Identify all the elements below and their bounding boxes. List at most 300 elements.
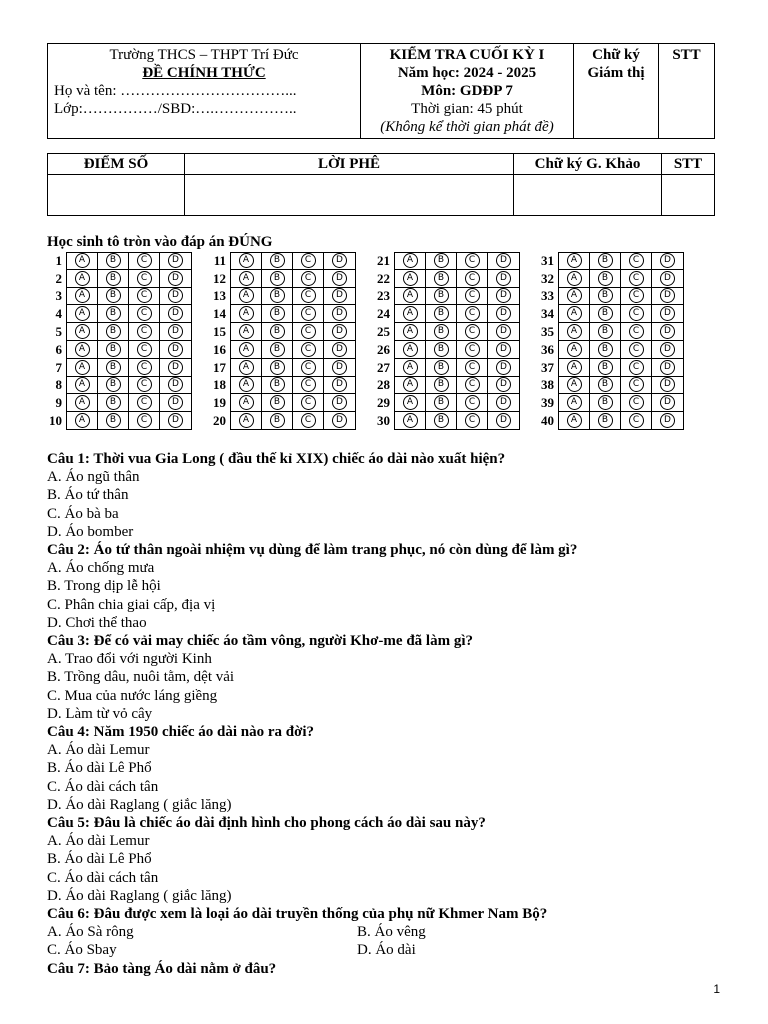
answer-cell-b (98, 253, 129, 270)
answer-cell-a (231, 394, 262, 411)
answer-bubble-b[interactable]: B (434, 288, 449, 303)
answer-cells (558, 341, 684, 359)
answer-bubble-a[interactable]: A (239, 253, 254, 268)
answer-row-19 (204, 394, 356, 412)
answer-bubble-a[interactable]: A (403, 342, 418, 357)
answer-bubble-b[interactable]: B (270, 395, 285, 410)
answer-cell-d (324, 412, 355, 429)
question-2: Câu 2: Áo tứ thân ngoài nhiệm vụ dùng để làm trang phục, nó còn dùng để làm gì? (47, 542, 578, 559)
answer-cell-a (559, 270, 590, 287)
question-number: 2 (55, 270, 62, 286)
answer-bubble-c[interactable]: C (465, 324, 480, 339)
answer-cell-a (67, 288, 98, 305)
answer-cell-d (488, 305, 519, 322)
answer-row-4 (40, 305, 192, 323)
question-number: 34 (541, 306, 554, 322)
answer-bubble-b[interactable]: B (598, 342, 613, 357)
answer-bubble-b[interactable]: B (434, 395, 449, 410)
answer-bubble-b[interactable]: B (270, 288, 285, 303)
answer-cell-d (160, 394, 191, 411)
answer-cell-c (457, 394, 488, 411)
answer-bubble-c[interactable]: C (629, 306, 644, 321)
answer-row-20 (204, 412, 356, 430)
answer-bubble-b[interactable]: B (598, 324, 613, 339)
answer-row-31 (532, 252, 684, 270)
question-number: 36 (541, 341, 554, 357)
answer-bubble-a[interactable]: A (239, 306, 254, 321)
answer-cell-a (559, 412, 590, 429)
answer-bubble-a[interactable]: A (75, 324, 90, 339)
answer-cell-a (395, 377, 426, 394)
answer-cells (394, 323, 520, 341)
answer-bubble-c[interactable]: C (137, 377, 152, 392)
answer-bubble-a[interactable]: A (239, 377, 254, 392)
option-c: C. Phân chia giai cấp, địa vị (47, 596, 216, 613)
answer-cell-a (395, 359, 426, 376)
answer-bubble-b[interactable]: B (434, 360, 449, 375)
answer-bubble-b[interactable]: B (434, 342, 449, 357)
answer-bubble-b[interactable]: B (106, 253, 121, 268)
answer-cell-b (426, 341, 457, 358)
answer-cell-b (426, 323, 457, 340)
question-number: 1 (55, 252, 62, 268)
answer-bubble-d[interactable]: D (496, 306, 511, 321)
question-number: 20 (213, 413, 226, 429)
answer-bubble-c[interactable]: C (137, 306, 152, 321)
answer-bubble-d[interactable]: D (168, 342, 183, 357)
answer-bubble-b[interactable]: B (106, 360, 121, 375)
question-number: 6 (55, 341, 62, 357)
option-c: C. Áo Sbay (47, 942, 117, 959)
answer-cell-c (129, 359, 160, 376)
answer-bubble-a[interactable]: A (567, 413, 582, 428)
answer-bubble-a[interactable]: A (567, 288, 582, 303)
answer-bubble-b[interactable]: B (434, 377, 449, 392)
answer-bubble-d[interactable]: D (496, 288, 511, 303)
answer-bubble-c[interactable]: C (465, 360, 480, 375)
answer-bubble-c[interactable]: C (137, 413, 152, 428)
answer-bubble-d[interactable]: D (332, 288, 347, 303)
answer-cell-c (293, 341, 324, 358)
answer-row-40 (532, 412, 684, 430)
answer-bubble-d[interactable]: D (660, 253, 675, 268)
answer-bubble-c[interactable]: C (465, 288, 480, 303)
question-number: 16 (213, 341, 226, 357)
score-stt-box[interactable] (662, 175, 715, 216)
answer-bubble-b[interactable]: B (270, 306, 285, 321)
answer-cells (66, 288, 192, 306)
answer-cell-d (488, 341, 519, 358)
official-label: ĐỀ CHÍNH THỨC (142, 65, 266, 81)
page-number: 1 (713, 982, 720, 996)
answer-bubble-d[interactable]: D (496, 377, 511, 392)
answer-bubble-a[interactable]: A (239, 288, 254, 303)
answer-bubble-b[interactable]: B (270, 271, 285, 286)
answer-bubble-d[interactable]: D (168, 271, 183, 286)
answer-bubble-a[interactable]: A (567, 342, 582, 357)
answer-row-21 (368, 252, 520, 270)
answer-bubble-b[interactable]: B (270, 360, 285, 375)
answer-cell-d (652, 288, 683, 305)
answer-cell-b (262, 394, 293, 411)
answer-bubble-b[interactable]: B (598, 360, 613, 375)
answer-cell-a (67, 253, 98, 270)
answer-bubble-c[interactable]: C (301, 360, 316, 375)
answer-bubble-d[interactable]: D (332, 324, 347, 339)
answer-cell-b (98, 377, 129, 394)
answer-bubble-a[interactable]: A (239, 413, 254, 428)
answer-cells (558, 270, 684, 288)
answer-bubble-c[interactable]: C (301, 377, 316, 392)
answer-bubble-c[interactable]: C (629, 288, 644, 303)
answer-bubble-a[interactable]: A (567, 395, 582, 410)
answer-bubble-c[interactable]: C (629, 377, 644, 392)
answer-bubble-a[interactable]: A (239, 271, 254, 286)
answer-cells (558, 412, 684, 430)
answer-bubble-d[interactable]: D (660, 413, 675, 428)
answer-bubble-c[interactable]: C (137, 253, 152, 268)
answer-cells (394, 305, 520, 323)
answer-cell-b (262, 377, 293, 394)
answer-bubble-b[interactable]: B (598, 253, 613, 268)
answer-bubble-b[interactable]: B (270, 413, 285, 428)
answer-bubble-d[interactable]: D (332, 342, 347, 357)
answer-cell-c (293, 288, 324, 305)
answer-cell-d (488, 323, 519, 340)
answer-bubble-a[interactable]: A (239, 342, 254, 357)
answer-grid-1 (40, 252, 192, 430)
question-7: Câu 7: Bảo tàng Áo dài nằm ở đâu? (47, 960, 277, 977)
answer-cell-d (652, 253, 683, 270)
answer-cell-a (559, 253, 590, 270)
answer-cell-d (652, 394, 683, 411)
option-d: D. Làm từ vỏ cây (47, 705, 153, 722)
answer-cell-b (98, 270, 129, 287)
answer-bubble-a[interactable]: A (75, 271, 90, 286)
answer-bubble-c[interactable]: C (465, 253, 480, 268)
answer-bubble-d[interactable]: D (496, 360, 511, 375)
answer-cells (394, 377, 520, 395)
answer-bubble-b[interactable]: B (598, 288, 613, 303)
answer-bubble-b[interactable]: B (434, 253, 449, 268)
answer-bubble-d[interactable]: D (332, 360, 347, 375)
answer-bubble-a[interactable]: A (403, 413, 418, 428)
answer-cell-a (231, 270, 262, 287)
answer-cell-c (293, 394, 324, 411)
answer-bubble-b[interactable]: B (270, 342, 285, 357)
option-a: A. Áo chống mưa (47, 560, 155, 577)
option-a: A. Trao đổi với người Kinh (47, 651, 212, 668)
answer-bubble-c[interactable]: C (301, 324, 316, 339)
answer-cell-a (395, 305, 426, 322)
answer-bubble-b[interactable]: B (106, 342, 121, 357)
answer-bubble-c[interactable]: C (465, 342, 480, 357)
answer-cell-c (621, 394, 652, 411)
answer-bubble-d[interactable]: D (168, 253, 183, 268)
question-number: 22 (377, 270, 390, 286)
answer-cells (66, 270, 192, 288)
answer-bubble-c[interactable]: C (629, 395, 644, 410)
answer-bubble-b[interactable]: B (434, 324, 449, 339)
answer-cells (230, 394, 356, 412)
answer-bubble-d[interactable]: D (168, 377, 183, 392)
answer-row-25 (368, 323, 520, 341)
answer-bubble-c[interactable]: C (301, 342, 316, 357)
answer-cell-b (590, 412, 621, 429)
answer-bubble-a[interactable]: A (239, 360, 254, 375)
examiner-signature-box[interactable] (514, 175, 662, 216)
option-c: C. Áo dài cách tân (47, 869, 159, 886)
answer-cells (66, 359, 192, 377)
answer-bubble-a[interactable]: A (75, 413, 90, 428)
answer-cell-d (324, 359, 355, 376)
answer-bubble-c[interactable]: C (629, 360, 644, 375)
answer-bubble-c[interactable]: C (301, 271, 316, 286)
answer-cells (230, 323, 356, 341)
answer-bubble-d[interactable]: D (660, 342, 675, 357)
answer-row-33 (532, 288, 684, 306)
answer-bubble-d[interactable]: D (496, 271, 511, 286)
answer-bubble-d[interactable]: D (168, 288, 183, 303)
answer-bubble-a[interactable]: A (239, 395, 254, 410)
answer-bubble-a[interactable]: A (403, 306, 418, 321)
answer-cell-d (160, 270, 191, 287)
answer-bubble-d[interactable]: D (496, 413, 511, 428)
answer-bubble-b[interactable]: B (106, 413, 121, 428)
answer-bubble-b[interactable]: B (270, 253, 285, 268)
answer-cell-b (262, 253, 293, 270)
answer-bubble-b[interactable]: B (106, 288, 121, 303)
answer-bubble-d[interactable]: D (660, 324, 675, 339)
answer-bubble-d[interactable]: D (332, 395, 347, 410)
answer-bubble-a[interactable]: A (403, 360, 418, 375)
answer-row-23 (368, 288, 520, 306)
answer-bubble-b[interactable]: B (106, 377, 121, 392)
answer-bubble-c[interactable]: C (629, 342, 644, 357)
question-number: 8 (55, 377, 62, 393)
answer-bubble-b[interactable]: B (270, 324, 285, 339)
answer-bubble-d[interactable]: D (496, 253, 511, 268)
class-line: Lớp:……………/SBD:….…………….. (54, 101, 297, 117)
answer-bubble-d[interactable]: D (332, 306, 347, 321)
answer-bubble-c[interactable]: C (465, 413, 480, 428)
answer-bubble-a[interactable]: A (75, 395, 90, 410)
answer-cell-c (457, 305, 488, 322)
answer-bubble-c[interactable]: C (301, 288, 316, 303)
answer-bubble-a[interactable]: A (403, 271, 418, 286)
question-number: 24 (377, 306, 390, 322)
score-header: ĐIỂM SỐ (48, 154, 185, 175)
answer-bubble-c[interactable]: C (629, 271, 644, 286)
answer-bubble-d[interactable]: D (332, 253, 347, 268)
option-c: C. Mua của nước láng giềng (47, 687, 218, 704)
answer-bubble-a[interactable]: A (403, 253, 418, 268)
answer-bubble-d[interactable]: D (168, 306, 183, 321)
answer-bubble-c[interactable]: C (629, 413, 644, 428)
answer-cell-d (652, 377, 683, 394)
answer-bubble-b[interactable]: B (598, 271, 613, 286)
answer-cell-d (324, 288, 355, 305)
answer-cells (66, 323, 192, 341)
answer-bubble-c[interactable]: C (465, 395, 480, 410)
answer-row-14 (204, 305, 356, 323)
answer-bubble-a[interactable]: A (75, 377, 90, 392)
answer-bubble-b[interactable]: B (270, 377, 285, 392)
answer-row-30 (368, 412, 520, 430)
answer-bubble-b[interactable]: B (598, 377, 613, 392)
answer-row-36 (532, 341, 684, 359)
answer-bubble-d[interactable]: D (660, 271, 675, 286)
answer-bubble-a[interactable]: A (567, 253, 582, 268)
answer-bubble-d[interactable]: D (168, 413, 183, 428)
answer-bubble-b[interactable]: B (106, 306, 121, 321)
school-name: Trường THCS – THPT Trí Đức (109, 47, 299, 63)
question-number: 32 (541, 270, 554, 286)
answer-bubble-a[interactable]: A (567, 324, 582, 339)
answer-bubble-d[interactable]: D (332, 271, 347, 286)
answer-bubble-a[interactable]: A (75, 342, 90, 357)
answer-bubble-a[interactable]: A (403, 395, 418, 410)
answer-bubble-a[interactable]: A (403, 377, 418, 392)
answer-bubble-d[interactable]: D (168, 324, 183, 339)
answer-bubble-d[interactable]: D (496, 324, 511, 339)
subject: Môn: GDĐP 7 (421, 83, 513, 99)
option-b: B. Áo tứ thân (47, 487, 129, 504)
answer-bubble-d[interactable]: D (660, 288, 675, 303)
option-d: D. Chơi thể thao (47, 614, 147, 631)
answer-bubble-d[interactable]: D (660, 377, 675, 392)
answer-bubble-a[interactable]: A (403, 324, 418, 339)
answer-bubble-b[interactable]: B (434, 413, 449, 428)
answer-cell-d (488, 412, 519, 429)
answer-cell-c (457, 253, 488, 270)
answer-bubble-b[interactable]: B (106, 271, 121, 286)
answer-bubble-a[interactable]: A (567, 271, 582, 286)
answer-bubble-d[interactable]: D (660, 395, 675, 410)
answer-row-32 (532, 270, 684, 288)
answer-bubble-b[interactable]: B (434, 306, 449, 321)
answer-bubble-a[interactable]: A (239, 324, 254, 339)
answer-cell-c (129, 394, 160, 411)
answer-bubble-d[interactable]: D (332, 377, 347, 392)
answer-cell-b (262, 305, 293, 322)
answer-bubble-b[interactable]: B (598, 306, 613, 321)
answer-cell-d (324, 323, 355, 340)
answer-cell-a (231, 341, 262, 358)
supervisor-signature-cell (574, 44, 659, 139)
question-number: 25 (377, 324, 390, 340)
answer-bubble-a[interactable]: A (567, 377, 582, 392)
answer-instruction: Học sinh tô tròn vào đáp án ĐÚNG (47, 234, 273, 250)
answer-cell-b (98, 412, 129, 429)
answer-bubble-c[interactable]: C (465, 306, 480, 321)
supervisor-signature-label: Chữ ký Giám thị (587, 47, 645, 81)
answer-cell-a (559, 323, 590, 340)
answer-bubble-c[interactable]: C (137, 271, 152, 286)
answer-bubble-a[interactable]: A (75, 288, 90, 303)
answer-row-5 (40, 323, 192, 341)
answer-bubble-c[interactable]: C (465, 271, 480, 286)
answer-cell-c (621, 412, 652, 429)
answer-row-39 (532, 394, 684, 412)
answer-bubble-b[interactable]: B (598, 413, 613, 428)
answer-grid-3 (368, 252, 520, 430)
answer-bubble-d[interactable]: D (168, 395, 183, 410)
answer-bubble-a[interactable]: A (403, 288, 418, 303)
question-number: 4 (55, 306, 62, 322)
answer-bubble-c[interactable]: C (465, 377, 480, 392)
question-number: 31 (541, 252, 554, 268)
answer-bubble-c[interactable]: C (137, 288, 152, 303)
answer-cell-a (231, 305, 262, 322)
answer-bubble-b[interactable]: B (106, 395, 121, 410)
answer-bubble-c[interactable]: C (301, 253, 316, 268)
answer-bubble-d[interactable]: D (168, 360, 183, 375)
answer-bubble-d[interactable]: D (332, 413, 347, 428)
question-number: 5 (55, 324, 62, 340)
answer-cell-d (488, 253, 519, 270)
answer-cell-a (67, 341, 98, 358)
answer-cells (558, 252, 684, 271)
answer-bubble-c[interactable]: C (301, 306, 316, 321)
score-box[interactable] (48, 175, 185, 216)
answer-bubble-b[interactable]: B (434, 271, 449, 286)
answer-bubble-c[interactable]: C (137, 360, 152, 375)
answer-bubble-d[interactable]: D (496, 395, 511, 410)
answer-cell-b (426, 377, 457, 394)
answer-bubble-a[interactable]: A (75, 360, 90, 375)
answer-bubble-d[interactable]: D (660, 360, 675, 375)
answer-bubble-b[interactable]: B (106, 324, 121, 339)
answer-bubble-a[interactable]: A (75, 253, 90, 268)
name-line: Họ và tên: ……………………………... (54, 83, 297, 99)
question-number: 18 (213, 377, 226, 393)
student-info-cell (48, 44, 361, 139)
answer-cell-b (262, 412, 293, 429)
answer-bubble-c[interactable]: C (137, 324, 152, 339)
comment-box[interactable] (185, 175, 514, 216)
answer-bubble-d[interactable]: D (496, 342, 511, 357)
answer-bubble-d[interactable]: D (660, 306, 675, 321)
answer-bubble-a[interactable]: A (567, 360, 582, 375)
answer-cell-c (457, 341, 488, 358)
answer-bubble-c[interactable]: C (629, 324, 644, 339)
answer-cell-b (98, 323, 129, 340)
answer-cell-c (621, 270, 652, 287)
answer-cell-a (559, 377, 590, 394)
question-number: 26 (377, 341, 390, 357)
answer-bubble-c[interactable]: C (137, 342, 152, 357)
answer-cell-b (590, 305, 621, 322)
answer-cell-c (457, 412, 488, 429)
answer-cell-c (293, 323, 324, 340)
answer-cell-d (160, 359, 191, 376)
duration-note: (Không kể thời gian phát đề) (380, 119, 554, 135)
answer-cell-b (426, 394, 457, 411)
answer-cells (66, 377, 192, 395)
answer-bubble-a[interactable]: A (567, 306, 582, 321)
answer-bubble-b[interactable]: B (598, 395, 613, 410)
stt-cell (659, 44, 715, 139)
answer-bubble-c[interactable]: C (629, 253, 644, 268)
answer-bubble-c[interactable]: C (137, 395, 152, 410)
answer-cell-b (590, 270, 621, 287)
answer-cell-b (98, 305, 129, 322)
answer-bubble-c[interactable]: C (301, 395, 316, 410)
answer-bubble-c[interactable]: C (301, 413, 316, 428)
answer-bubble-a[interactable]: A (75, 306, 90, 321)
answer-row-37 (532, 359, 684, 377)
